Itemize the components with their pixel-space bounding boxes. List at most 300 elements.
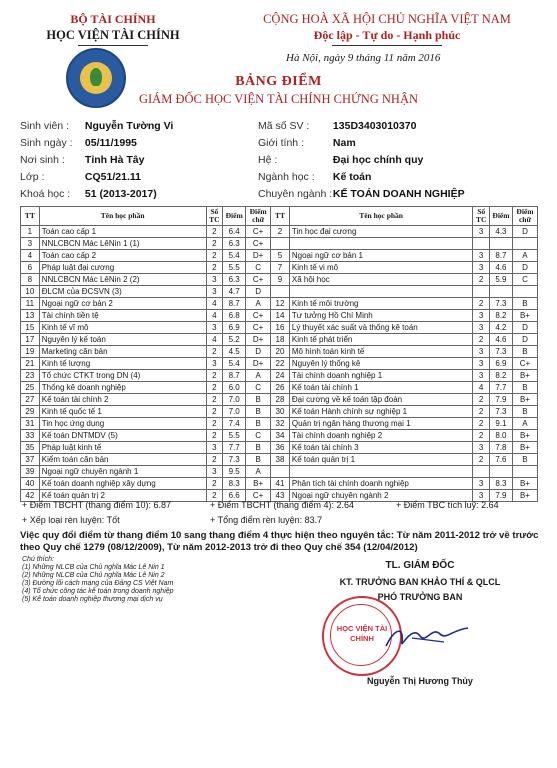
table-cell: Lý thuyết xác suất và thống kê toán xyxy=(289,322,472,334)
table-row xyxy=(21,310,538,322)
table-cell: C+ xyxy=(246,310,271,322)
table-row xyxy=(21,406,538,418)
table-cell: C+ xyxy=(246,490,271,502)
table-cell xyxy=(473,238,490,250)
table-cell: Nguyên lý thống kê xyxy=(289,358,472,370)
table-cell: B+ xyxy=(512,490,537,502)
summary-conduct: + Xếp loại rèn luyện: Tốt xyxy=(22,515,120,525)
table-cell: 6.8 xyxy=(223,310,246,322)
table-row xyxy=(21,370,538,382)
table-row xyxy=(21,346,538,358)
table-cell: C+ xyxy=(246,274,271,286)
footnote-line: (2) Những NLCB của Chủ nghĩa Mác Lê Nin 2 xyxy=(22,572,165,579)
table-cell: Ngoại ngữ chuyên ngành 2 xyxy=(289,490,472,502)
table-cell: 30 xyxy=(271,406,290,418)
document-subtitle: GIÁM ĐỐC HỌC VIỆN TÀI CHÍNH CHỨNG NHẬN xyxy=(138,92,419,106)
table-cell: Marketing căn bản xyxy=(39,346,206,358)
table-cell: 7 xyxy=(271,262,290,274)
table-cell: 27 xyxy=(21,394,40,406)
table-cell: Toán cao cấp 2 xyxy=(39,250,206,262)
table-cell: C xyxy=(512,274,537,286)
table-cell: B xyxy=(246,418,271,430)
table-cell: B+ xyxy=(512,394,537,406)
table-cell: 4.6 xyxy=(489,262,512,274)
table-cell: 2 xyxy=(206,454,223,466)
table-cell: A xyxy=(246,466,271,478)
table-cell: 6.4 xyxy=(223,226,246,238)
table-cell: Tổ chức CTKT trong DN (4) xyxy=(39,370,206,382)
table-cell: 4.2 xyxy=(489,322,512,334)
table-cell: 5.2 xyxy=(223,334,246,346)
table-cell: 24 xyxy=(271,370,290,382)
table-cell: 2 xyxy=(206,346,223,358)
table-cell: B xyxy=(512,382,537,394)
table-cell: A xyxy=(246,370,271,382)
table-cell: Tin học đại cương xyxy=(289,226,472,238)
table-cell: 8.7 xyxy=(223,370,246,382)
table-cell: 4 xyxy=(206,334,223,346)
table-cell: 28 xyxy=(271,394,290,406)
table-cell: Mô hình toán kinh tế xyxy=(289,346,472,358)
table-cell: A xyxy=(512,250,537,262)
table-row xyxy=(21,274,538,286)
table-cell: 2 xyxy=(206,382,223,394)
header-left-underline xyxy=(78,45,148,46)
table-cell: 2 xyxy=(473,334,490,346)
footnote-line: (4) Tổ chức công tác kế toán trong doanh nghiệp xyxy=(22,588,174,595)
table-cell: 3 xyxy=(473,442,490,454)
table-cell: 6 xyxy=(21,262,40,274)
table-cell: B+ xyxy=(512,310,537,322)
table-cell xyxy=(473,286,490,298)
table-cell: 4.7 xyxy=(223,286,246,298)
table-cell: C+ xyxy=(246,322,271,334)
table-cell: 3 xyxy=(473,250,490,262)
table-cell: D+ xyxy=(246,250,271,262)
table-cell: Tài chính doanh nghiệp 2 xyxy=(289,430,472,442)
table-cell: 8.2 xyxy=(489,370,512,382)
table-cell: 39 xyxy=(21,466,40,478)
table-cell: 2 xyxy=(206,250,223,262)
table-cell: C+ xyxy=(512,358,537,370)
table-cell: 4.5 xyxy=(223,346,246,358)
summary-conduct-total: + Tổng điểm rèn luyện: 83.7 xyxy=(210,515,323,525)
table-cell: 7.3 xyxy=(489,406,512,418)
table-cell: Pháp luật kinh tế xyxy=(39,442,206,454)
table-cell: Ngoại ngữ cơ bản 1 xyxy=(289,250,472,262)
table-cell: Kinh tế môi trường xyxy=(289,298,472,310)
table-cell: 2 xyxy=(473,430,490,442)
table-cell: 2 xyxy=(473,454,490,466)
footnote-line: (1) Những NLCB của Chủ nghĩa Mác Lê Nin 1 xyxy=(22,564,165,571)
table-cell xyxy=(271,286,290,298)
table-cell: Đại cương về kế toán tập đoàn xyxy=(289,394,472,406)
footnote-line: (5) Kế toán doanh nghiệp thương mại dịch vụ xyxy=(22,596,163,603)
table-cell: B xyxy=(246,406,271,418)
signer-name: Nguyễn Thị Hương Thủy xyxy=(367,676,473,686)
footnote-line: Chú thích: xyxy=(22,556,54,563)
table-cell: 8.7 xyxy=(489,250,512,262)
table-row xyxy=(21,238,538,250)
table-cell: 3 xyxy=(21,238,40,250)
table-cell: 13 xyxy=(21,310,40,322)
table-cell: 2 xyxy=(206,238,223,250)
table-cell: 4 xyxy=(21,250,40,262)
grades-table-body xyxy=(21,226,538,502)
student-dob: Sinh ngày : 05/11/1995 xyxy=(20,137,137,149)
student-gender: Giới tính : Nam xyxy=(258,137,356,149)
table-cell: 41 xyxy=(271,478,290,490)
grades-table-header xyxy=(21,207,538,226)
institute-name: HỌC VIỆN TÀI CHÍNH xyxy=(46,28,180,42)
table-cell: 3 xyxy=(473,262,490,274)
table-cell: 10 xyxy=(21,286,40,298)
issue-date: Hà Nội, ngày 9 tháng 11 năm 2016 xyxy=(286,52,441,64)
table-cell: 2 xyxy=(271,226,290,238)
table-cell: 5.4 xyxy=(223,250,246,262)
table-cell: D+ xyxy=(246,358,271,370)
table-cell: 4 xyxy=(206,298,223,310)
signature-line1: TL. GIÁM ĐỐC xyxy=(385,560,455,571)
table-cell: D xyxy=(512,262,537,274)
header-left xyxy=(18,12,208,46)
table-cell xyxy=(271,238,290,250)
column-header: TT xyxy=(21,207,40,226)
table-cell: 38 xyxy=(271,454,290,466)
table-cell: 7.6 xyxy=(489,454,512,466)
table-cell: 7.9 xyxy=(489,490,512,502)
table-cell xyxy=(512,286,537,298)
table-cell: B+ xyxy=(512,370,537,382)
footnotes xyxy=(22,556,174,604)
student-course: Khoá học : 51 (2013-2017) xyxy=(20,188,157,200)
table-cell: 2 xyxy=(473,298,490,310)
table-cell: 2 xyxy=(206,430,223,442)
table-cell: 42 xyxy=(21,490,40,502)
signature-line3: PHÓ TRƯỞNG BAN xyxy=(377,592,463,602)
table-cell: 7.9 xyxy=(489,394,512,406)
conversion-note: Việc quy đổi điểm từ thang điểm 10 sang thang điểm 4 thực hiện theo nguyên tắc: Từ năm 2011-2012 trở về trước theo Quy chế 1279 (08/12/2009), Từ năm 2012-2013 trở đi theo Quy chế 354 (12/04/2012) xyxy=(20,530,539,553)
header-right-underline xyxy=(332,45,442,46)
table-cell: 5.9 xyxy=(489,274,512,286)
table-cell: 7.3 xyxy=(223,454,246,466)
table-cell: 36 xyxy=(271,442,290,454)
table-cell: 26 xyxy=(271,382,290,394)
table-cell: 7.7 xyxy=(223,442,246,454)
table-cell: 7.3 xyxy=(489,346,512,358)
table-cell: Xã hội học xyxy=(289,274,472,286)
table-cell: 16 xyxy=(271,322,290,334)
table-cell: 6.3 xyxy=(223,274,246,286)
table-cell: NNLCBCN Mác LêNin 1 (1) xyxy=(39,238,206,250)
table-cell: 9.1 xyxy=(489,418,512,430)
table-cell: Toán cao cấp 1 xyxy=(39,226,206,238)
table-cell: B+ xyxy=(512,478,537,490)
student-system: Hệ : Đại học chính quy xyxy=(258,154,424,166)
table-cell: 21 xyxy=(21,358,40,370)
table-cell: Kế toán tài chính 3 xyxy=(289,442,472,454)
table-cell: 6.9 xyxy=(223,322,246,334)
table-cell: 2 xyxy=(206,394,223,406)
grades-table xyxy=(20,206,538,502)
table-cell: 35 xyxy=(21,442,40,454)
table-cell: Kế toán doanh nghiệp xây dựng xyxy=(39,478,206,490)
table-cell: 6.3 xyxy=(223,238,246,250)
table-cell: D+ xyxy=(246,334,271,346)
table-cell: 20 xyxy=(271,346,290,358)
table-cell xyxy=(271,466,290,478)
table-cell: 3 xyxy=(473,370,490,382)
student-id: Mã số SV : 135D3403010370 xyxy=(258,120,417,132)
table-row xyxy=(21,298,538,310)
table-cell: 4.6 xyxy=(489,334,512,346)
student-class: Lớp : CQ51/21.11 xyxy=(20,171,141,183)
table-cell: 31 xyxy=(21,418,40,430)
table-cell: 9.5 xyxy=(223,466,246,478)
table-cell: 8.3 xyxy=(223,478,246,490)
table-cell: 25 xyxy=(21,382,40,394)
table-cell: Tư tưởng Hồ Chí Minh xyxy=(289,310,472,322)
table-cell xyxy=(512,466,537,478)
table-cell: 8.0 xyxy=(489,430,512,442)
table-cell: C+ xyxy=(246,238,271,250)
table-cell: 19 xyxy=(21,346,40,358)
table-row xyxy=(21,322,538,334)
table-cell: Kế toán quản trị 2 xyxy=(39,490,206,502)
table-cell: 6.0 xyxy=(223,382,246,394)
table-cell: 2 xyxy=(206,226,223,238)
table-cell: 7.0 xyxy=(223,406,246,418)
table-cell: C xyxy=(246,382,271,394)
table-cell: 2 xyxy=(473,274,490,286)
table-cell: Kế toán quản trị 1 xyxy=(289,454,472,466)
footnote-line: (3) Đường lối cách mạng của Đảng CS Việt Nam xyxy=(22,580,174,587)
table-cell: 17 xyxy=(21,334,40,346)
table-cell: C+ xyxy=(246,226,271,238)
table-cell: B xyxy=(246,394,271,406)
student-name: Sinh viên : Nguyễn Tường Vi xyxy=(20,120,174,132)
table-cell: 2 xyxy=(206,490,223,502)
column-header: Điểm xyxy=(223,207,246,226)
stamp-text: HỌC VIỆN TÀI CHÍNH xyxy=(336,624,388,643)
table-cell: B xyxy=(512,406,537,418)
column-header: Tên học phần xyxy=(39,207,206,226)
table-cell: Kinh tế vi mô xyxy=(289,262,472,274)
table-row xyxy=(21,430,538,442)
student-major: Ngành học : Kế toán xyxy=(258,171,372,183)
table-cell: 2 xyxy=(473,394,490,406)
table-row xyxy=(21,418,538,430)
document-title: BẢNG ĐIỂM xyxy=(235,74,322,89)
table-cell: 3 xyxy=(473,310,490,322)
table-cell xyxy=(489,466,512,478)
table-cell xyxy=(489,238,512,250)
table-cell: 8.2 xyxy=(489,310,512,322)
table-cell: 7.4 xyxy=(223,418,246,430)
table-cell: D xyxy=(246,286,271,298)
table-cell xyxy=(289,466,472,478)
table-cell: B xyxy=(512,298,537,310)
table-cell: Quản trị ngân hàng thương mại 1 xyxy=(289,418,472,430)
table-cell: D xyxy=(246,346,271,358)
summary-gpa4: + Điểm TBCHT (thang điểm 4): 2.64 xyxy=(210,500,354,510)
table-cell: Nguyên lý kế toán xyxy=(39,334,206,346)
table-row xyxy=(21,226,538,238)
table-cell: 3 xyxy=(206,358,223,370)
ministry-name: BỘ TÀI CHÍNH xyxy=(70,12,156,26)
table-cell: 3 xyxy=(473,226,490,238)
table-row xyxy=(21,250,538,262)
table-row xyxy=(21,262,538,274)
table-cell: Kinh tế lượng xyxy=(39,358,206,370)
table-cell: A xyxy=(246,298,271,310)
table-cell: 7.8 xyxy=(489,442,512,454)
column-header: Điểm chữ xyxy=(512,207,537,226)
table-cell: 40 xyxy=(21,478,40,490)
table-cell: 7.7 xyxy=(489,382,512,394)
column-header: Tên học phần xyxy=(289,207,472,226)
student-pob: Nơi sinh : Tỉnh Hà Tây xyxy=(20,154,145,166)
table-cell: B xyxy=(512,454,537,466)
table-cell: D xyxy=(512,322,537,334)
table-cell: 2 xyxy=(206,418,223,430)
table-cell: C xyxy=(246,430,271,442)
column-header: Điểm chữ xyxy=(246,207,271,226)
table-cell: 32 xyxy=(271,418,290,430)
table-cell: 11 xyxy=(21,298,40,310)
table-cell: D xyxy=(512,334,537,346)
table-cell: Kế toán Hành chính sự nghiệp 1 xyxy=(289,406,472,418)
table-cell xyxy=(289,238,472,250)
table-cell: 9 xyxy=(271,274,290,286)
table-cell: B xyxy=(512,346,537,358)
table-cell: Ngoại ngữ chuyên ngành 1 xyxy=(39,466,206,478)
summary-credit-gpa: + Điểm TBC tích luỹ: 2.64 xyxy=(396,500,499,510)
table-cell: 23 xyxy=(21,370,40,382)
table-cell: 8.3 xyxy=(489,478,512,490)
column-header: Điểm xyxy=(489,207,512,226)
table-cell: Kế toán DNTMDV (5) xyxy=(39,430,206,442)
table-row xyxy=(21,286,538,298)
table-cell: B xyxy=(246,454,271,466)
table-cell: 29 xyxy=(21,406,40,418)
table-row xyxy=(21,454,538,466)
table-cell: 4.3 xyxy=(489,226,512,238)
table-cell: 7.3 xyxy=(489,298,512,310)
table-cell: C xyxy=(246,262,271,274)
table-row xyxy=(21,358,538,370)
table-cell: 2 xyxy=(473,418,490,430)
summary-gpa10: + Điểm TBCHT (thang điểm 10): 6.87 xyxy=(22,500,171,510)
table-cell: 43 xyxy=(271,490,290,502)
table-cell: 5.5 xyxy=(223,430,246,442)
table-cell: Kế toán tài chính 1 xyxy=(289,382,472,394)
table-cell: 1 xyxy=(21,226,40,238)
column-header: Số TC xyxy=(473,207,490,226)
table-row xyxy=(21,466,538,478)
table-cell: 3 xyxy=(206,466,223,478)
table-cell: 3 xyxy=(473,346,490,358)
table-cell: 8.7 xyxy=(223,298,246,310)
table-cell: 14 xyxy=(271,310,290,322)
table-cell: 3 xyxy=(473,490,490,502)
table-cell: 3 xyxy=(206,286,223,298)
table-cell: 4 xyxy=(473,382,490,394)
table-cell: A xyxy=(512,418,537,430)
table-cell: 5.5 xyxy=(223,262,246,274)
table-cell: 5 xyxy=(271,250,290,262)
student-specialty: Chuyên ngành : KẾ TOÁN DOANH NGHIỆP xyxy=(258,188,465,200)
table-cell xyxy=(473,466,490,478)
table-cell: Ngoại ngữ cơ bản 2 xyxy=(39,298,206,310)
table-cell: 34 xyxy=(271,430,290,442)
table-cell: 3 xyxy=(473,478,490,490)
table-cell: 12 xyxy=(271,298,290,310)
signature-line2: KT. TRƯỞNG BAN KHẢO THÍ & QLCL xyxy=(339,577,501,587)
table-cell: 2 xyxy=(473,406,490,418)
table-cell: Kinh tế phát triển xyxy=(289,334,472,346)
table-cell xyxy=(489,286,512,298)
table-cell: 4 xyxy=(206,310,223,322)
table-cell: 2 xyxy=(206,262,223,274)
table-cell: 33 xyxy=(21,430,40,442)
national-motto: Độc lập - Tự do - Hạnh phúc xyxy=(313,28,461,42)
table-cell: Kinh tế quốc tế 1 xyxy=(39,406,206,418)
header-right xyxy=(232,12,542,46)
column-header: Số TC xyxy=(206,207,223,226)
table-cell: NNLCBCN Mác LêNin 2 (2) xyxy=(39,274,206,286)
table-cell: 3 xyxy=(206,322,223,334)
table-cell: 3 xyxy=(473,358,490,370)
republic-name: CỘNG HOÀ XÃ HỘI CHỦ NGHĨA VIỆT NAM xyxy=(263,12,511,26)
table-cell: B xyxy=(246,442,271,454)
table-cell: 6.6 xyxy=(223,490,246,502)
table-cell: B+ xyxy=(512,442,537,454)
table-row xyxy=(21,382,538,394)
table-row xyxy=(21,394,538,406)
table-cell: 18 xyxy=(271,334,290,346)
table-cell: Kế toán tài chính 2 xyxy=(39,394,206,406)
table-cell: 15 xyxy=(21,322,40,334)
table-cell: 3 xyxy=(206,274,223,286)
table-cell xyxy=(289,286,472,298)
table-cell xyxy=(512,238,537,250)
column-header: TT xyxy=(271,207,290,226)
table-cell: 37 xyxy=(21,454,40,466)
table-cell: B+ xyxy=(512,430,537,442)
table-cell: 22 xyxy=(271,358,290,370)
table-cell: 5.4 xyxy=(223,358,246,370)
table-cell: 2 xyxy=(206,406,223,418)
table-cell: Thống kê doanh nghiệp xyxy=(39,382,206,394)
table-cell: Tài chính tiền tệ xyxy=(39,310,206,322)
table-cell: 3 xyxy=(206,442,223,454)
table-cell: Kiểm toán căn bản xyxy=(39,454,206,466)
handwritten-signature xyxy=(382,620,472,654)
table-cell: D xyxy=(512,226,537,238)
table-cell: Pháp luật đại cương xyxy=(39,262,206,274)
table-cell: 6.9 xyxy=(489,358,512,370)
table-cell: 7.0 xyxy=(223,394,246,406)
table-cell: 3 xyxy=(473,322,490,334)
table-cell: 8 xyxy=(21,274,40,286)
table-cell: B+ xyxy=(246,478,271,490)
table-cell: Tin học ứng dụng xyxy=(39,418,206,430)
table-cell: 2 xyxy=(206,370,223,382)
table-cell: Tài chính doanh nghiệp 1 xyxy=(289,370,472,382)
table-row xyxy=(21,442,538,454)
table-cell: Kinh tế vĩ mô xyxy=(39,322,206,334)
